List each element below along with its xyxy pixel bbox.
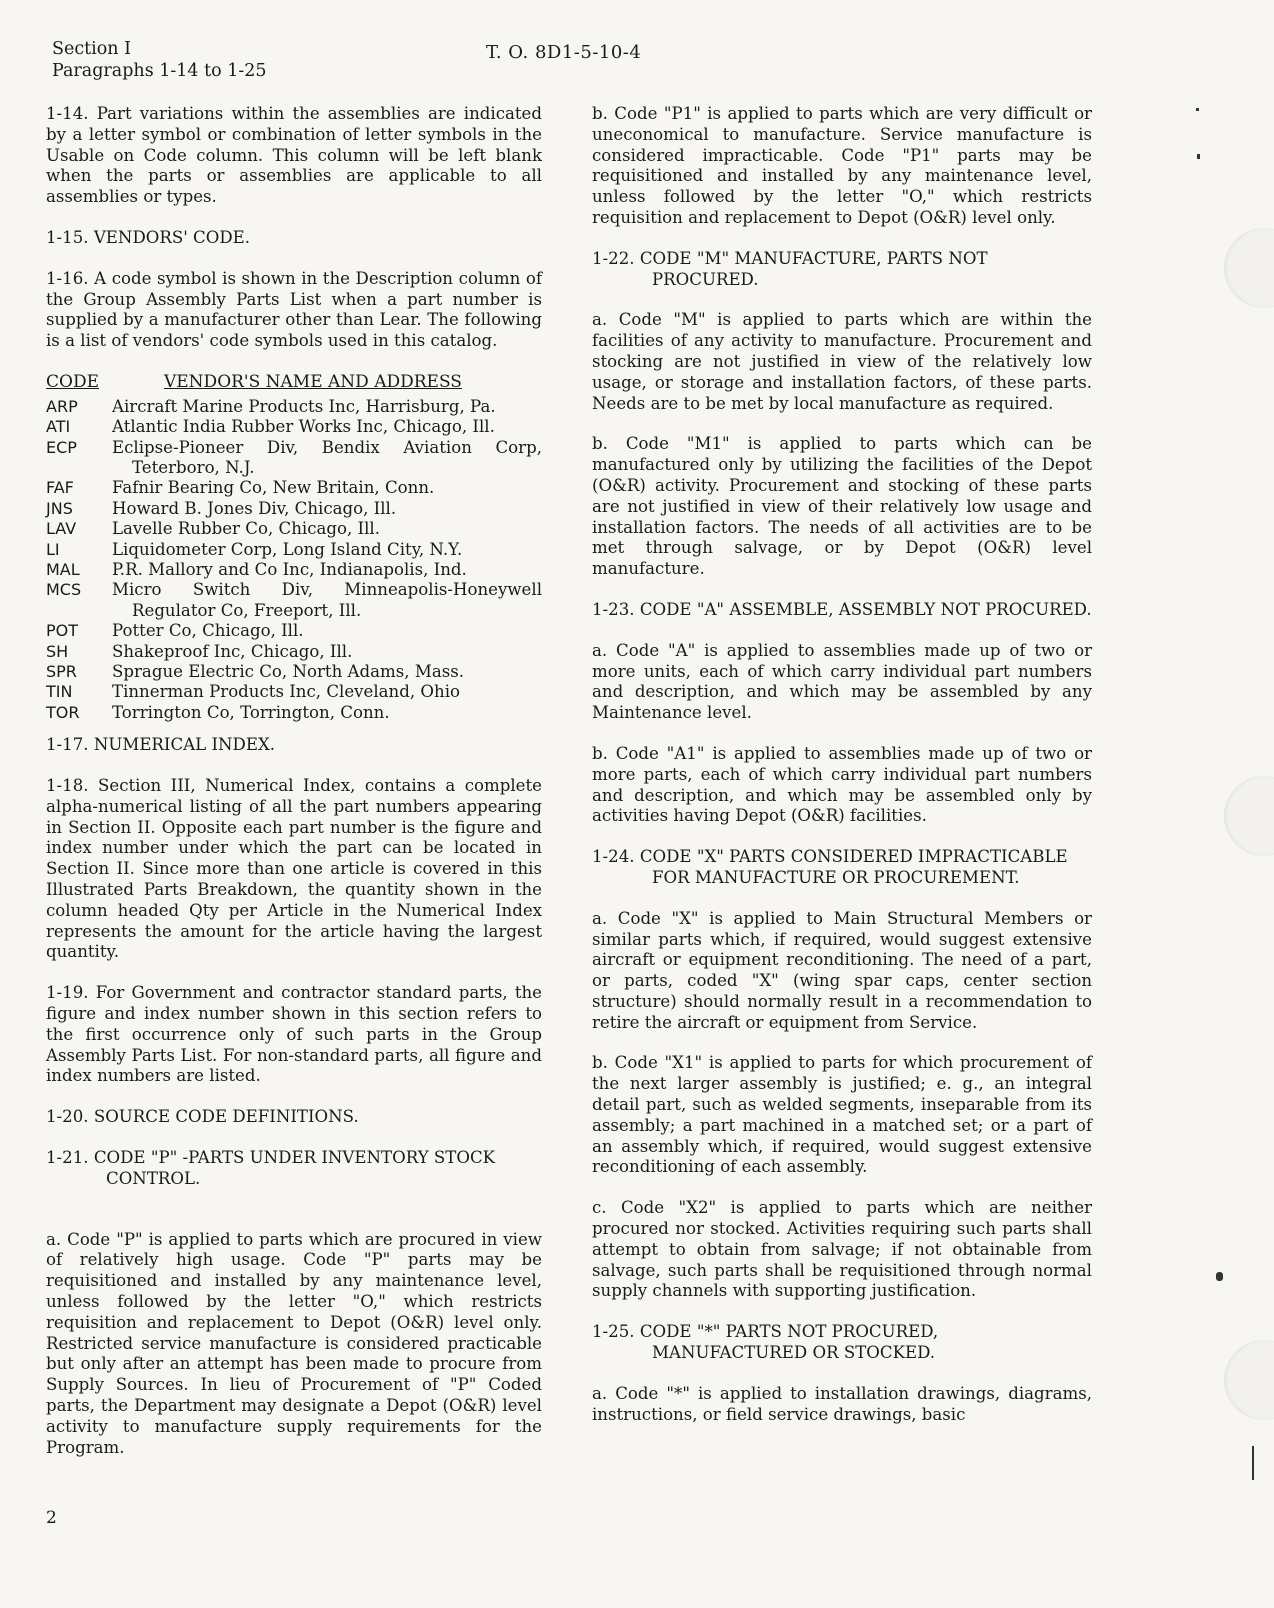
punch-hole (1224, 228, 1274, 308)
paragraph-range: Paragraphs 1-14 to 1-25 (52, 61, 267, 81)
right-column (592, 104, 1092, 1445)
vendor-name: Potter Co, Chicago, Ill. (112, 621, 304, 641)
vendor-code: ARP (46, 396, 78, 416)
vendor-code: SH (46, 641, 69, 661)
vendor-table-header (46, 372, 542, 393)
vendor-row (46, 499, 542, 519)
vendor-name: Aircraft Marine Products Inc, Harrisburg, Pa. (112, 396, 496, 416)
vendor-name: Atlantic India Rubber Works Inc, Chicago, Ill. (112, 417, 495, 437)
paragraph-1-21a: a. Code "P" is applied to parts which are procured in view of relatively high usage. Code "P" parts may be requisitioned and installed by any maintenance level, unless followed by the letter "O," which restricts requisition and replacement to Depot (O&R) level only. Restricted service manufacture is considered practicable but only after an attempt has been made to procure from Supply Sources. In lieu of Procurement of "P" Coded parts, the Department may designate a Depot (O&R) level activity to manufacture supply requirements for the Program. (46, 1229, 542, 1457)
vendor-code: TOR (46, 702, 80, 722)
vendor-name: Sprague Electric Co, North Adams, Mass. (112, 662, 465, 682)
paragraph-1-16: 1-16. A code symbol is shown in the Description column of the Group Assembly Parts List when a part number is supplied by a manufacturer other than Lear. The following is a list of vendors' code symbols used in this catalog. (46, 268, 542, 351)
vendor-header-code: CODE (46, 371, 99, 392)
vendor-code: FAF (46, 478, 74, 498)
vendor-row (46, 438, 542, 479)
vendor-row (46, 519, 542, 539)
punch-hole (1224, 776, 1274, 856)
vendor-row (46, 580, 542, 621)
vendor-row (46, 642, 542, 662)
left-column (46, 104, 542, 1478)
vendor-row (46, 703, 542, 723)
scan-mark (1197, 154, 1200, 159)
vendor-code: MAL (46, 560, 80, 580)
vendor-header-name: VENDOR'S NAME AND ADDRESS (164, 371, 462, 392)
heading-1-24: 1-24. CODE "X" PARTS CONSIDERED IMPRACTICABLE FOR MANUFACTURE OR PROCUREMENT. (592, 847, 1068, 887)
vendor-code: LAV (46, 519, 77, 539)
header-left (52, 38, 267, 82)
section-label: Section I (52, 39, 132, 59)
vendor-code: ATI (46, 417, 71, 437)
paragraph-1-25a: a. Code "*" is applied to installation drawings, diagrams, instructions, or field service drawings, basic (592, 1383, 1092, 1424)
vendor-name: Lavelle Rubber Co, Chicago, Ill. (112, 519, 380, 539)
vendor-row (46, 621, 542, 641)
vendor-name: Torrington Co, Torrington, Conn. (112, 702, 390, 722)
paragraph-1-23b: b. Code "A1" is applied to assemblies made up of two or more parts, each of which carry individual part numbers and description, and which may be assembled only by activities having Depot (O&R) facilities. (592, 743, 1092, 826)
vendor-row (46, 417, 542, 437)
paragraph-1-21b: b. Code "P1" is applied to parts which are very difficult or uneconomical to manufacture. Service manufacture is considered impracticable. Code "P1" parts may be requisitioned and installed by any maintenance level, unless followed by the letter "O," which restricts requisition and replacement to Depot (O&R) level only. (592, 104, 1092, 227)
heading-1-17: 1-17. NUMERICAL INDEX. (46, 735, 276, 755)
paragraph-1-14: 1-14. Part variations within the assemblies are indicated by a letter symbol or combination of letter symbols in the Usable on Code column. This column will be left blank when the parts or assemblies are applicable to all assemblies or types. (46, 104, 542, 207)
paragraph-1-24b: b. Code "X1" is applied to parts for which procurement of the next larger assembly is justified; e. g., an integral detail part, such as welded segments, inseparable from its assembly; a part machined in a matched set; or a part of an assembly which, if required, would suggest extensive reconditioning of each assembly. (592, 1053, 1092, 1177)
heading-1-25: 1-25. CODE "*" PARTS NOT PROCURED, MANUFACTURED OR STOCKED. (592, 1322, 939, 1363)
page-number: 2 (46, 1508, 57, 1528)
vendor-code: ECP (46, 437, 77, 457)
heading-1-22: 1-22. CODE "M" MANUFACTURE, PARTS NOT PROCURED. (592, 248, 988, 289)
vendor-row (46, 682, 542, 702)
paragraph-1-19: 1-19. For Government and contractor standard parts, the figure and index number shown in this section refers to the first occurrence only of such parts in the Group Assembly Parts List. For non-standard parts, all figure and index numbers are listed. (46, 983, 542, 1086)
vendor-code: LI (46, 539, 60, 559)
vendor-code: JNS (46, 498, 73, 518)
vendor-code: MCS (46, 580, 82, 600)
vendor-name: P.R. Mallory and Co Inc, Indianapolis, Ind. (112, 560, 467, 580)
heading-1-21: 1-21. CODE "P" -PARTS UNDER INVENTORY STOCK CONTROL. (46, 1148, 496, 1188)
vendor-name: Liquidometer Corp, Long Island City, N.Y. (112, 539, 463, 559)
vendor-code: SPR (46, 662, 77, 682)
vendor-name: Fafnir Bearing Co, New Britain, Conn. (112, 478, 435, 498)
paragraph-1-18: 1-18. Section III, Numerical Index, contains a complete alpha-numerical listing of all the part numbers appearing in Section II. Opposite each part number is the figure and index number under which the part can be located in Section II. Since more than one article is covered in this Illustrated Parts Breakdown, the quantity shown in the column headed Qty per Article in the Numerical Index represents the amount for the article having the largest quantity. (46, 776, 542, 962)
paragraph-1-23a: a. Code "A" is applied to assemblies made up of two or more units, each of which carry individual part numbers and description, and which may be assembled by any Maintenance level. (592, 640, 1092, 723)
heading-1-23: 1-23. CODE "A" ASSEMBLE, ASSEMBLY NOT PROCURED. (592, 599, 1092, 619)
punch-hole (1224, 1340, 1274, 1420)
scan-mark (1216, 1272, 1223, 1281)
vendor-name: Eclipse-Pioneer Div, Bendix Aviation Corp, Teterboro, N.J. (112, 437, 542, 477)
vendor-name: Howard B. Jones Div, Chicago, Ill. (112, 498, 397, 518)
scan-mark (1196, 108, 1199, 111)
paragraph-1-22b: b. Code "M1" is applied to parts which can be manufactured only by utilizing the facilities of the Depot (O&R) activity. Procurement and stocking of these parts are not justified in view of their relatively low usage and installation factors. The needs of all activities are to be met through salvage, or by Depot (O&R) level manufacture. (592, 434, 1092, 579)
paragraph-1-24c: c. Code "X2" is applied to parts which are neither procured nor stocked. Activities requiring such parts shall attempt to obtain from salvage; if not obtainable from salvage, such parts shall be requisitioned through normal supply channels with supporting justification. (592, 1198, 1092, 1301)
heading-1-15: 1-15. VENDORS' CODE. (46, 227, 251, 247)
vendor-row (46, 560, 542, 580)
paragraph-1-22a: a. Code "M" is applied to parts which are within the facilities of any activity to manufacture. Procurement and stocking are not justified in view of the relatively low usage, or storage and installation factors, of these parts. Needs are to be met by local manufacture as required. (592, 310, 1092, 413)
scan-mark (1252, 1446, 1254, 1480)
technical-order-number: T. O. 8D1-5-10-4 (486, 42, 642, 63)
vendor-code: POT (46, 621, 79, 641)
paragraph-1-24a: a. Code "X" is applied to Main Structural Members or similar parts which, if required, would suggest extensive aircraft or equipment reconditioning. The need of a part, or parts, coded "X" (wing spar caps, center section structure) should normally result in a recommendation to retire the aircraft or equipment from Service. (592, 908, 1092, 1032)
heading-1-20: 1-20. SOURCE CODE DEFINITIONS. (46, 1107, 359, 1127)
vendor-code-table (46, 372, 542, 723)
vendor-name: Tinnerman Products Inc, Cleveland, Ohio (112, 682, 460, 702)
vendor-name: Micro Switch Div, Minneapolis-Honeywell Regulator Co, Freeport, Ill. (112, 580, 542, 620)
vendor-row (46, 397, 542, 417)
vendor-row (46, 540, 542, 560)
vendor-code: TIN (46, 682, 73, 702)
vendor-row (46, 662, 542, 682)
vendor-name: Shakeproof Inc, Chicago, Ill. (112, 641, 353, 661)
vendor-row (46, 478, 542, 498)
